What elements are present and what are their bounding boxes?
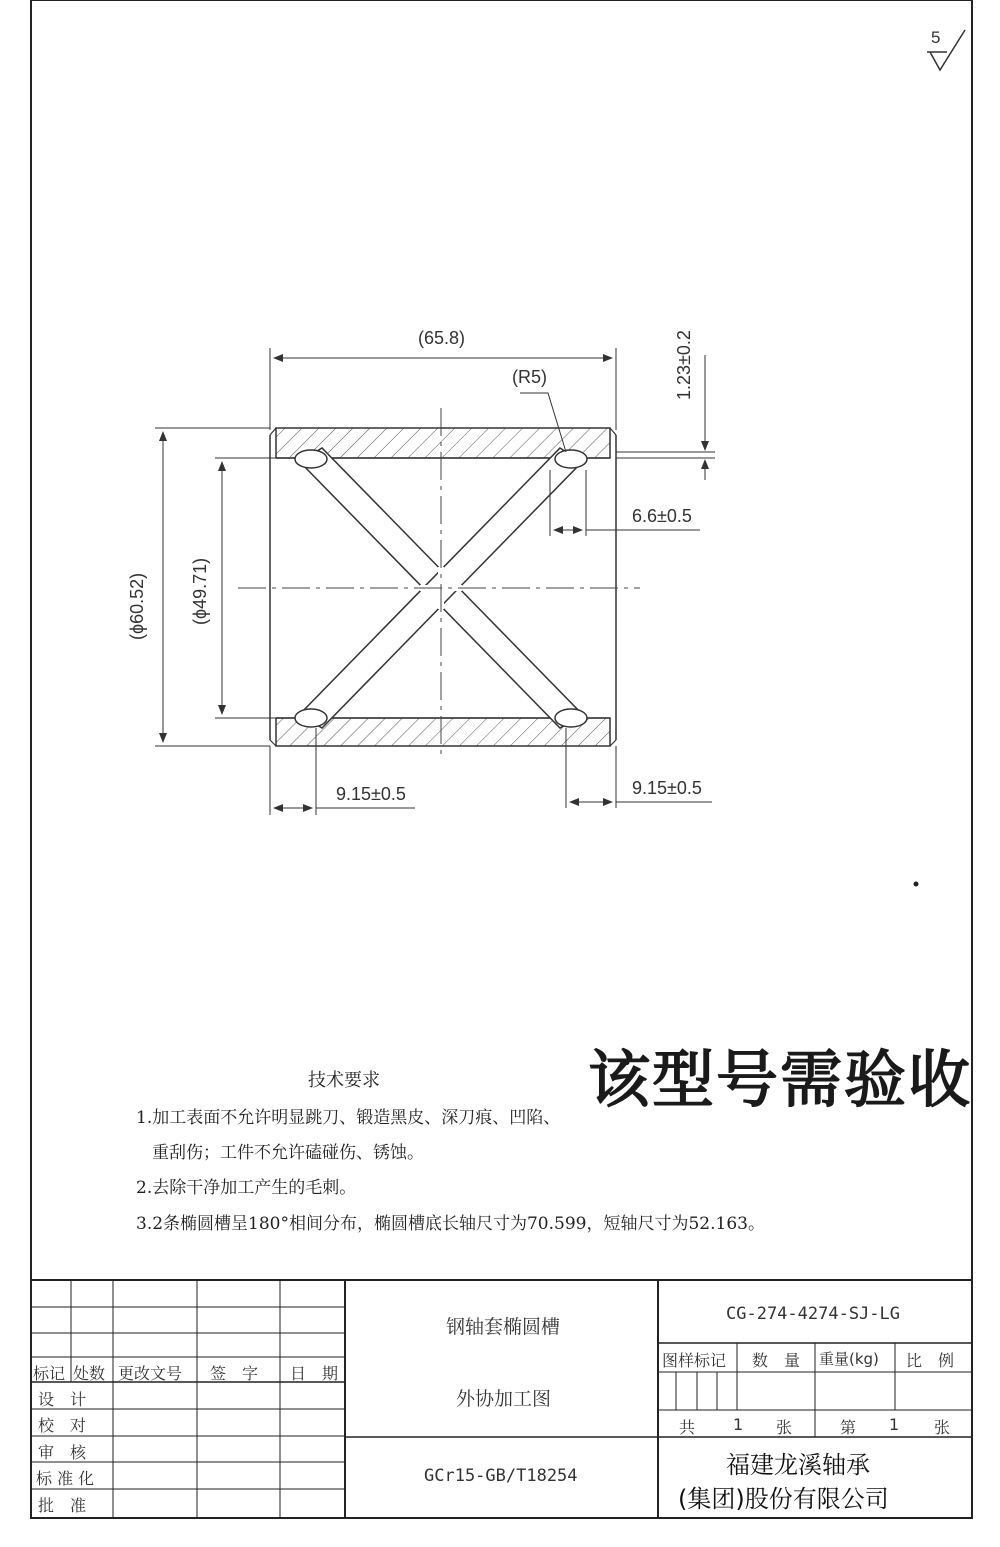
tb-header-mark: 标记 [33,1364,66,1383]
tech-requirement-item: 2.去除干净加工产生的毛刺。 [136,1178,357,1198]
tech-requirement-item: 1.加工表面不允许明显跳刀、锻造黑皮、深刀痕、凹陷、 [136,1108,561,1128]
tech-requirement-item: 3.2条椭圆槽呈180°相间分布，椭圆槽底长轴尺寸为70.599，短轴尺寸为52.163。 [136,1214,765,1234]
tb-header-change-doc: 更改文号 [118,1364,183,1383]
tech-requirement-item: 重刮伤；工件不允许磕碰伤、锈蚀。 [152,1143,424,1163]
sheet-border [31,0,972,1518]
tb-header-date: 日 期 [290,1364,339,1383]
tb-drawing-type: 外协加工图 [456,1388,552,1410]
tb-meta-weight: 重量(kg) [819,1350,879,1368]
dim-groove-radius: (R5) [512,367,547,387]
tb-role-review: 审 核 [38,1443,87,1462]
tb-meta-drawing-mark: 图样标记 [662,1351,727,1370]
dim-end-right: 9.15±0.5 [632,778,702,798]
tb-role-design: 设 计 [38,1390,87,1409]
dim-end-left: 9.15±0.5 [336,784,406,804]
dim-overall-length: (65.8) [418,328,466,348]
tb-header-count: 处数 [73,1364,106,1383]
tb-header-signature: 签 字 [210,1364,259,1383]
tb-meta-scale: 比 例 [906,1351,955,1370]
tb-material: GCr15-GB/T18254 [424,1466,578,1486]
stray-mark [914,882,919,887]
tech-requirements-title: 技术要求 [308,1070,380,1091]
tb-role-approve: 批 准 [38,1496,87,1515]
part-section-view [238,408,640,760]
dim-outer-diameter: (ϕ60.52) [127,572,147,640]
tb-part-name: 钢轴套椭圆槽 [446,1316,561,1338]
tb-sheet-unit-2: 张 [934,1418,951,1437]
dim-groove-offset: 6.6±0.5 [632,506,692,526]
tb-sheet-index: 1 [889,1415,900,1434]
tb-role-check: 校 对 [38,1416,87,1435]
tb-sheet-index-label: 第 [840,1418,857,1437]
tb-sheet-total: 1 [733,1415,744,1434]
tb-meta-quantity: 数 量 [752,1351,801,1370]
dim-groove-depth: 1.23±0.2 [674,330,694,400]
tb-sheet-unit: 张 [776,1418,793,1437]
acceptance-stamp: 该型号需验收 [588,1043,973,1116]
surface-finish-value: 5 [931,28,941,47]
tb-role-standard: 标 准 化 [36,1469,95,1488]
tb-drawing-number: CG-274-4274-SJ-LG [726,1304,900,1324]
tb-sheet-total-label: 共 [679,1418,696,1437]
tb-company-line-2: (集团)股份有限公司 [678,1485,889,1513]
dim-inner-diameter: (ϕ49.71) [190,557,210,625]
tb-company-line-1: 福建龙溪轴承 [726,1451,870,1479]
